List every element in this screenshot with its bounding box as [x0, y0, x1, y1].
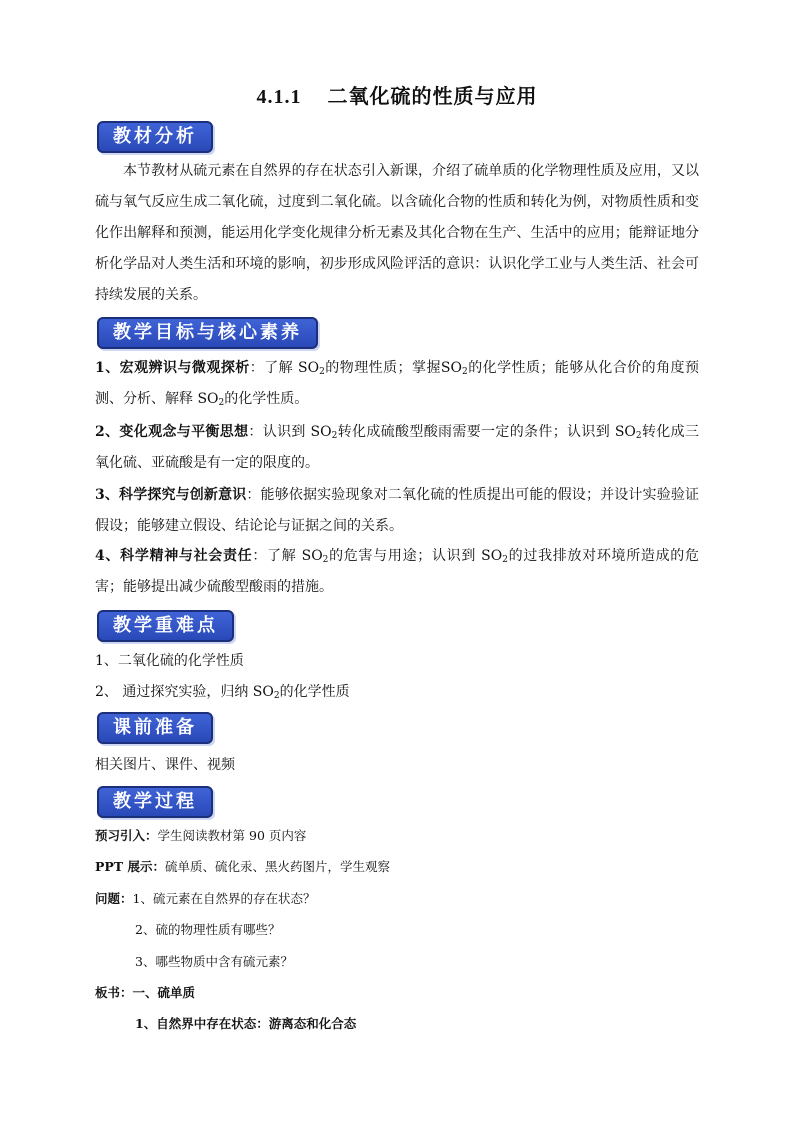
keypoint-text: 2、 通过探究实验，归纳 SO [95, 684, 274, 700]
section-number: 4.1.1 [256, 86, 302, 108]
goal-text: ：了解 SO [249, 360, 320, 376]
goal-text: 的危害与用途；认识到 SO [328, 548, 503, 564]
goal-lead: 4、科学精神与社会责任 [95, 548, 253, 564]
goal-text: ：能够依据实验现象对二氧化硫的性质提出可能的假设；并设计实验验证假设；能够建立假设、结论论与证据之间的关系。 [95, 487, 700, 534]
board-text: 一、硫单质 [132, 985, 196, 1000]
goal-text: 的化学性质。 [224, 391, 309, 407]
goal-item-2 [95, 417, 699, 479]
goal-lead: 2、变化观念与平衡思想 [95, 424, 249, 440]
subscript: 2 [462, 367, 468, 377]
goal-text: ：了解 SO [252, 548, 323, 564]
subscript: 2 [331, 431, 338, 441]
board-subline: 1、自然界中存在状态：游离态和化合态 [135, 1016, 357, 1031]
keypoint-text: 的化学性质 [279, 684, 350, 700]
heading-badge-analysis: 教材分析 [97, 121, 213, 153]
question-line-1 [95, 889, 315, 909]
heading-badge-goals: 教学目标与核心素养 [97, 317, 318, 349]
goal-text: 的过我排放对环境所造成的危害；能够提出减少硫酸型酸雨的措施。 [95, 548, 699, 595]
goal-text: 转化成硫酸型酸雨需要一定的条件；认识到 SO [337, 424, 636, 440]
board-lead: 板书： [95, 985, 133, 1000]
goal-text: 转化成三氧化硫、亚硫酸是有一定的限度的。 [95, 424, 699, 471]
subscript: 2 [319, 367, 325, 377]
question-lead: 问题： [95, 891, 133, 906]
goal-lead: 1、宏观辨识与微观探析 [95, 360, 250, 376]
goal-item-3 [95, 480, 699, 542]
analysis-paragraph: 本节教材从硫元素在自然界的存在状态引入新课，介绍了硫单质的化学物理性质及应用，又以硫与氧气反应生成二氧化硫，过度到二氧化硫。以含硫化合物的性质和转化为例，对物质性质和变化作出解释和预测，能运用化学变化规律分析无素及其化合物在生产、生活中的应用；能辩证地分析化学品对人类生活和环境的影响，初步形成风险评活的意识：认识化学工业与人类生活、社会可持续发展的关系。 [95, 163, 699, 303]
preview-text: 学生阅读教材第 90 页内容 [157, 828, 307, 843]
keypoint-item-1: 1、二氧化硫的化学性质 [95, 653, 244, 669]
goal-item-4 [95, 541, 699, 603]
prep-text: 相关图片、课件、视频 [95, 757, 235, 773]
subscript: 2 [273, 691, 280, 701]
subscript: 2 [502, 555, 508, 565]
heading-badge-process: 教学过程 [97, 786, 213, 818]
goal-text: 的化学性质；能够从化合价的角度预测、分析、解释 SO [95, 360, 700, 407]
goal-text: ：认识到 SO [248, 424, 332, 440]
keypoint-item-2 [95, 682, 350, 702]
heading-badge-prep: 课前准备 [97, 712, 213, 744]
subscript: 2 [218, 398, 225, 408]
heading-badge-keypoints: 教学重难点 [97, 610, 234, 642]
question-line-3: 3、哪些物质中含有硫元素？ [135, 954, 293, 969]
title-text: 二氧化硫的性质与应用 [327, 84, 538, 108]
goal-text: 的物理性质；掌握SO [324, 360, 462, 376]
goal-lead: 3、科学探究与创新意识 [95, 487, 247, 503]
subscript: 2 [635, 431, 642, 441]
goal-item-1 [95, 353, 699, 415]
ppt-text: 硫单质、硫化汞、黑火药图片，学生观察 [164, 859, 390, 874]
page-title [0, 80, 794, 109]
question-text: 1、硫元素在自然界的存在状态？ [132, 891, 316, 906]
preview-lead: 预习引入： [95, 828, 158, 843]
board-line [95, 983, 195, 1003]
question-line-2: 2、硫的物理性质有哪些？ [135, 922, 281, 937]
ppt-lead: PPT 展示： [95, 859, 165, 874]
subscript: 2 [322, 555, 329, 565]
preview-line [95, 826, 306, 846]
ppt-line [95, 857, 390, 877]
